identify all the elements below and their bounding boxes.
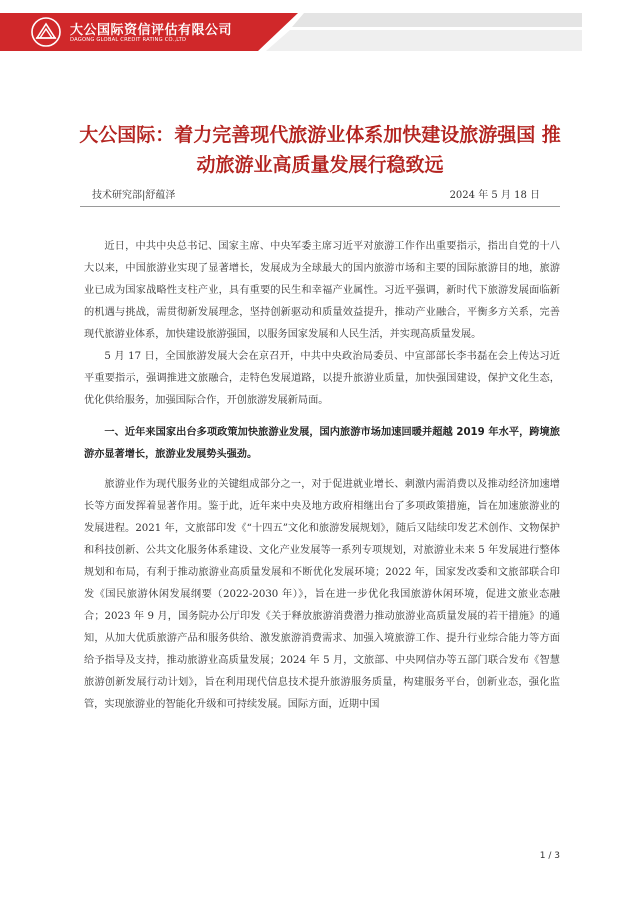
dagong-logo-icon (30, 16, 62, 48)
paragraph: 5 月 17 日，全国旅游发展大会在京召开，中共中央政治局委员、中宣部部长李书磊在会上传达习近平重要指示，强调推进文旅融合，走特色发展道路，以提升旅游业质量，加快强国建设，保护文化生态，优化供给服务，加强国际合作，开创旅游发展新局面。 (84, 351, 560, 406)
paragraph: 旅游业作为现代服务业的关键组成部分之一，对于促进就业增长、刺激内需消费以及推动经济加速增长等方面发挥着显著作用。鉴于此，近年来中央及地方政府相继出台了多项政策措施，旨在加速旅游业的发展进程。2021 年，文旅部印发《“十四五”文化和旅游发展规划》，随后又陆续印发艺术创作、文物保护和科技创新、公共文化服务体系建设、文化产业发展等一系列专项规划，对旅游业未来 5 年发展进行整体规划和布局，有利于推动旅游业高质量发展和不断优化发展环境；2022 年，国家发改委和文旅部联合印发《国民旅游休闲发展纲要（2022-2030 年）》，旨在进一步优化我国旅游休闲环境，促进文旅业态融合；2023 年 9 月，国务院办公厅印发《关于释放旅游消费潜力推动旅游业高质量发展的若干措施》的通知，从加大优质旅游产品和服务供给、激发旅游消费需求、加强入境旅游工作、提升行业综合能力等方面给予指导及支持，推动旅游业高质量发展；2024 年 5 月，文旅部、中央网信办等五部门联合发布《智慧旅游创新发展行动计划》，旨在利用现代信息技术提升旅游服务质量，构建服务平台，创新业态，强化监管，实现旅游业的智能化升级和可持续发展。国际方面，近期中国 (84, 479, 560, 710)
page-number: 1 / 3 (539, 851, 560, 861)
paragraph: 近日，中共中央总书记、国家主席、中央军委主席习近平对旅游工作作出重要指示，指出自党的十八大以来，中国旅游业实现了显著增长，发展成为全球最大的国内旅游市场和主要的国际旅游目的地，旅游业已成为国家战略性支柱产业，具有重要的民生和幸福产业属性。习近平强调，新时代下旅游发展面临新的机遇与挑战，需贯彻新发展理念，坚持创新驱动和质量效益提升，推动产业融合，平衡多方关系，完善现代旅游业体系，加快建设旅游强国，以服务国家发展和人民生活，并实现高质量发展。 (84, 241, 560, 340)
publish-date: 2024 年 5 月 18 日 (449, 190, 540, 201)
brand-name-cn: 大公国际资信评估有限公司 (70, 23, 233, 38)
report-title: 大公国际：着力完善现代旅游业体系加快建设旅游强国 推动旅游业高质量发展行稳致远 (79, 124, 561, 176)
section-heading: 一、近年来国家出台多项政策加快旅游业发展，国内旅游市场加速回暖并超越 2019 年水平，跨境旅游亦显著增长，旅游业发展势头强劲。 (84, 427, 560, 460)
header-divider (80, 206, 560, 207)
brand-name-en: DAGONG GLOBAL CREDIT RATING CO.,LTD (70, 37, 187, 43)
author-line: 技术研究部|舒蕴泽 (92, 190, 176, 201)
report-body (84, 236, 560, 716)
